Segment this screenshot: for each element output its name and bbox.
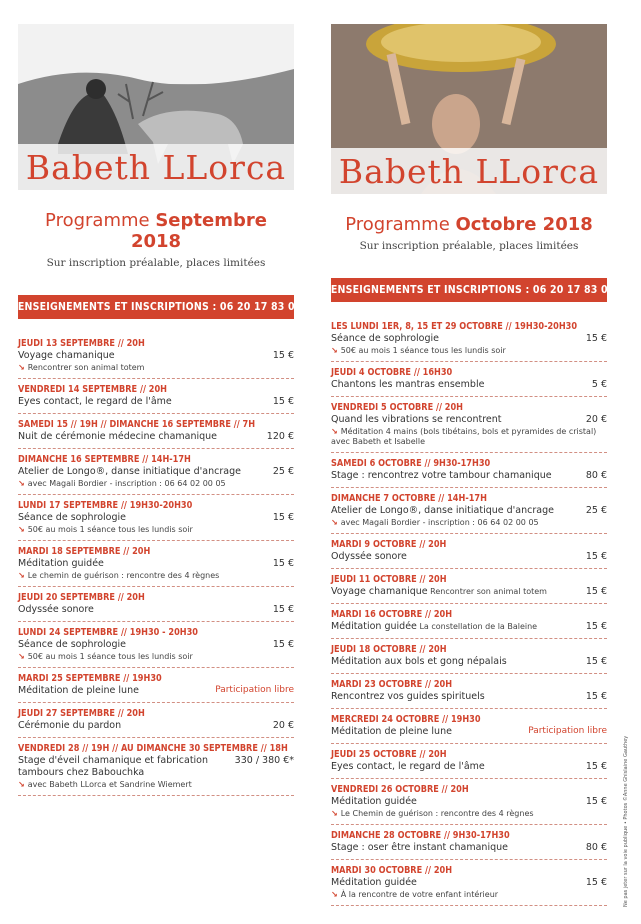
event-date: JEUDI 27 SEPTEMBRE // 20H xyxy=(18,708,145,719)
event-title-text: Odyssée sonore xyxy=(331,551,407,562)
event-date: MARDI 23 OCTOBRE // 20H xyxy=(331,679,453,690)
event-title-text: Atelier de Longo®, danse initiatique d'ancrage xyxy=(331,505,554,516)
event-price: 15 € xyxy=(585,333,607,344)
arrow-icon: ↘ xyxy=(331,518,338,527)
event-title-text: Stage d'éveil chamanique et fabrication tambours chez Babouchka xyxy=(18,755,209,778)
event-title xyxy=(18,431,217,443)
event-item xyxy=(18,414,294,449)
event-date: JEUDI 20 SEPTEMBRE // 20H xyxy=(18,592,145,603)
event-date: VENDREDI 26 OCTOBRE // 20H xyxy=(331,784,469,795)
event-item xyxy=(331,604,607,639)
event-title xyxy=(331,796,417,808)
header-photo-deer xyxy=(18,24,294,190)
arrow-icon: ↘ xyxy=(331,890,338,899)
event-item xyxy=(331,674,607,709)
event-price: 15 € xyxy=(585,691,607,702)
event-note: ↘ Le Chemin de guérison : rencontre des 4 règnes xyxy=(331,809,534,818)
event-date: VENDREDI 14 SEPTEMBRE // 20H xyxy=(18,384,167,395)
september-column xyxy=(10,0,302,796)
event-title xyxy=(331,551,407,563)
event-title-text: Nuit de cérémonie médecine chamanique xyxy=(18,431,218,442)
event-title-text: Voyage chamanique xyxy=(18,350,115,361)
event-price: 15 € xyxy=(272,350,294,361)
event-price: 120 € xyxy=(266,431,294,442)
event-item xyxy=(331,397,607,453)
event-title xyxy=(18,720,121,732)
arrow-icon: ↘ xyxy=(331,427,338,436)
event-title xyxy=(18,755,231,779)
event-title xyxy=(331,691,485,703)
event-note: ↘ avec Babeth LLorca et Sandrine Wiemert xyxy=(18,780,192,789)
event-list xyxy=(331,316,607,906)
event-title-text: Méditation guidée xyxy=(331,796,417,807)
october-column xyxy=(323,0,615,906)
event-price: 25 € xyxy=(272,466,294,477)
event-date: LUNDI 17 SEPTEMBRE // 19H30-20H30 xyxy=(18,500,193,511)
event-item xyxy=(331,860,607,906)
event-title-text: Méditation guidée xyxy=(18,558,104,569)
event-date: MARDI 25 SEPTEMBRE // 19H30 xyxy=(18,673,162,684)
event-price: 330 / 380 €* xyxy=(234,755,294,766)
event-price: 15 € xyxy=(585,877,607,888)
event-item xyxy=(18,449,294,495)
event-price: 20 € xyxy=(272,720,294,731)
event-title xyxy=(331,761,485,773)
event-date: SAMEDI 15 // 19H // DIMANCHE 16 SEPTEMBRE // 7H xyxy=(18,419,256,430)
event-item xyxy=(18,738,294,796)
event-item xyxy=(18,587,294,622)
event-item xyxy=(18,333,294,379)
event-price: Participation libre xyxy=(215,685,294,695)
arrow-icon: ↘ xyxy=(18,525,25,534)
event-title xyxy=(331,842,508,854)
event-date: MARDI 18 SEPTEMBRE // 20H xyxy=(18,546,151,557)
event-title-extra: La constellation de la Baleine xyxy=(419,622,538,631)
event-list xyxy=(18,333,294,796)
event-item xyxy=(331,779,607,825)
event-title xyxy=(331,505,554,517)
event-title-text: Stage : oser être instant chamanique xyxy=(331,842,508,853)
event-title xyxy=(18,558,104,570)
event-item xyxy=(18,541,294,587)
event-date: SAMEDI 6 OCTOBRE // 9H30-17H30 xyxy=(331,458,491,469)
event-title-text: Atelier de Longo®, danse initiatique d'ancrage xyxy=(18,466,241,477)
event-title xyxy=(331,470,552,482)
header-photo-drum xyxy=(331,24,607,194)
arrow-icon: ↘ xyxy=(331,809,338,818)
event-title-text: Eyes contact, le regard de l'âme xyxy=(331,761,485,772)
event-date: MERCREDI 24 OCTOBRE // 19H30 xyxy=(331,714,481,725)
arrow-icon: ↘ xyxy=(18,780,25,789)
event-title xyxy=(331,379,484,391)
event-price: 15 € xyxy=(585,656,607,667)
event-note: ↘ Méditation 4 mains (bols tibétains, bols et pyramides de cristal) avec Babeth et Isabelle xyxy=(331,427,597,446)
event-title xyxy=(331,726,452,738)
event-date: JEUDI 13 SEPTEMBRE // 20H xyxy=(18,338,145,349)
event-note: ↘ 50€ au mois 1 séance tous les lundis soir xyxy=(331,346,506,355)
event-date: VENDREDI 5 OCTOBRE // 20H xyxy=(331,402,464,413)
event-item xyxy=(18,622,294,668)
event-price: 15 € xyxy=(585,796,607,807)
event-title xyxy=(331,621,537,633)
event-title xyxy=(18,639,126,651)
event-date: LUNDI 24 SEPTEMBRE // 19H30 - 20H30 xyxy=(18,627,198,638)
event-item xyxy=(331,825,607,860)
event-date: JEUDI 4 OCTOBRE // 16H30 xyxy=(331,367,453,378)
info-bar: RENSEIGNEMENTS ET INSCRIPTIONS : 06 20 17 83 07 xyxy=(331,278,607,302)
event-date: JEUDI 11 OCTOBRE // 20H xyxy=(331,574,447,585)
event-date: VENDREDI 28 // 19H // AU DIMANCHE 30 SEPTEMBRE // 18H xyxy=(18,743,288,754)
event-title-text: Méditation guidée xyxy=(331,621,417,632)
event-note: ↘ avec Magali Bordier - inscription : 06 64 02 00 05 xyxy=(331,518,539,527)
event-item xyxy=(18,703,294,738)
event-title-text: Séance de sophrologie xyxy=(18,639,126,650)
event-title xyxy=(331,333,439,345)
event-price: 15 € xyxy=(585,551,607,562)
event-item xyxy=(331,744,607,779)
event-title-text: Quand les vibrations se rencontrent xyxy=(331,414,502,425)
program-title: Programme Septembre 2018 xyxy=(45,210,267,252)
name-banner: Babeth LLorca xyxy=(331,148,607,194)
event-date: MARDI 16 OCTOBRE // 20H xyxy=(331,609,453,620)
event-note: ↘ Rencontrer son animal totem xyxy=(18,363,145,372)
event-item xyxy=(331,362,607,397)
event-price: 15 € xyxy=(272,604,294,615)
event-date: LES LUNDI 1ER, 8, 15 ET 29 OCTOBRE // 19H30-20H30 xyxy=(331,321,578,332)
arrow-icon: ↘ xyxy=(18,652,25,661)
event-title-text: Méditation de pleine lune xyxy=(331,726,452,737)
event-price: 15 € xyxy=(585,761,607,772)
event-title-text: Eyes contact, le regard de l'âme xyxy=(18,396,172,407)
program-title: Programme Octobre 2018 xyxy=(345,214,593,235)
event-item xyxy=(18,668,294,703)
event-note: ↘ 50€ au mois 1 séance tous les lundis soir xyxy=(18,525,193,534)
event-price: 25 € xyxy=(585,505,607,516)
arrow-icon: ↘ xyxy=(18,479,25,488)
event-title-text: Voyage chamanique xyxy=(331,586,428,597)
event-date: DIMANCHE 16 SEPTEMBRE // 14H-17H xyxy=(18,454,191,465)
name-banner: Babeth LLorca xyxy=(18,144,294,190)
event-price: 20 € xyxy=(585,414,607,425)
event-note: ↘ avec Magali Bordier - inscription : 06 64 02 00 05 xyxy=(18,479,226,488)
info-bar: RENSEIGNEMENTS ET INSCRIPTIONS : 06 20 17 83 07 xyxy=(18,295,294,319)
event-item xyxy=(331,453,607,488)
event-item xyxy=(331,316,607,362)
event-item xyxy=(331,639,607,674)
event-title-text: Rencontrez vos guides spirituels xyxy=(331,691,485,702)
event-title-text: Séance de sophrologie xyxy=(18,512,126,523)
event-price: 15 € xyxy=(585,586,607,597)
event-note: ↘ 50€ au mois 1 séance tous les lundis soir xyxy=(18,652,193,661)
event-title xyxy=(331,877,417,889)
event-price: Participation libre xyxy=(528,726,607,736)
event-price: 15 € xyxy=(272,639,294,650)
event-price: 5 € xyxy=(591,379,607,390)
subtitle: Sur inscription préalable, places limitées xyxy=(46,257,266,269)
arrow-icon: ↘ xyxy=(18,571,25,580)
event-price: 80 € xyxy=(585,842,607,853)
event-item xyxy=(331,488,607,534)
event-price: 80 € xyxy=(585,470,607,481)
event-date: DIMANCHE 28 OCTOBRE // 9H30-17H30 xyxy=(331,830,510,841)
event-title-text: Chantons les mantras ensemble xyxy=(331,379,485,390)
event-title xyxy=(18,604,94,616)
event-title xyxy=(331,414,501,426)
event-price: 15 € xyxy=(272,396,294,407)
event-date: JEUDI 18 OCTOBRE // 20H xyxy=(331,644,447,655)
subtitle: Sur inscription préalable, places limitées xyxy=(359,240,579,252)
event-date: MARDI 9 OCTOBRE // 20H xyxy=(331,539,447,550)
event-title-text: Séance de sophrologie xyxy=(331,333,439,344)
event-item xyxy=(331,569,607,604)
event-title-text: Méditation aux bols et gong népalais xyxy=(331,656,507,667)
event-date: JEUDI 25 OCTOBRE // 20H xyxy=(331,749,447,760)
event-price: 15 € xyxy=(272,558,294,569)
event-title xyxy=(18,466,241,478)
event-title-text: Méditation de pleine lune xyxy=(18,685,139,696)
event-title xyxy=(18,685,139,697)
event-title-extra: Rencontrer son animal totem xyxy=(430,587,547,596)
event-item xyxy=(18,379,294,414)
event-note: ↘ À la rencontre de votre enfant intérieur xyxy=(331,890,499,899)
arrow-icon: ↘ xyxy=(331,346,338,355)
event-title-text: Stage : rencontrez votre tambour chamanique xyxy=(331,470,552,481)
event-title xyxy=(331,656,507,668)
event-title xyxy=(18,350,115,362)
event-note: ↘ Le chemin de guérison : rencontre des 4 règnes xyxy=(18,571,220,580)
event-title-text: Odyssée sonore xyxy=(18,604,94,615)
event-title xyxy=(18,396,172,408)
event-price: 15 € xyxy=(585,621,607,632)
event-item xyxy=(331,534,607,569)
event-title-text: Cérémonie du pardon xyxy=(18,720,122,731)
photo-credit: Ne pas jeter sur la voie publique • Photos ©Anne Ghislaine Gauthey xyxy=(623,735,629,907)
event-price: 15 € xyxy=(272,512,294,523)
event-title xyxy=(331,586,547,598)
event-title xyxy=(18,512,126,524)
arrow-icon: ↘ xyxy=(18,363,25,372)
event-item xyxy=(331,709,607,744)
event-title-text: Méditation guidée xyxy=(331,877,417,888)
event-date: MARDI 30 OCTOBRE // 20H xyxy=(331,865,453,876)
event-date: DIMANCHE 7 OCTOBRE // 14H-17H xyxy=(331,493,487,504)
event-item xyxy=(18,495,294,541)
